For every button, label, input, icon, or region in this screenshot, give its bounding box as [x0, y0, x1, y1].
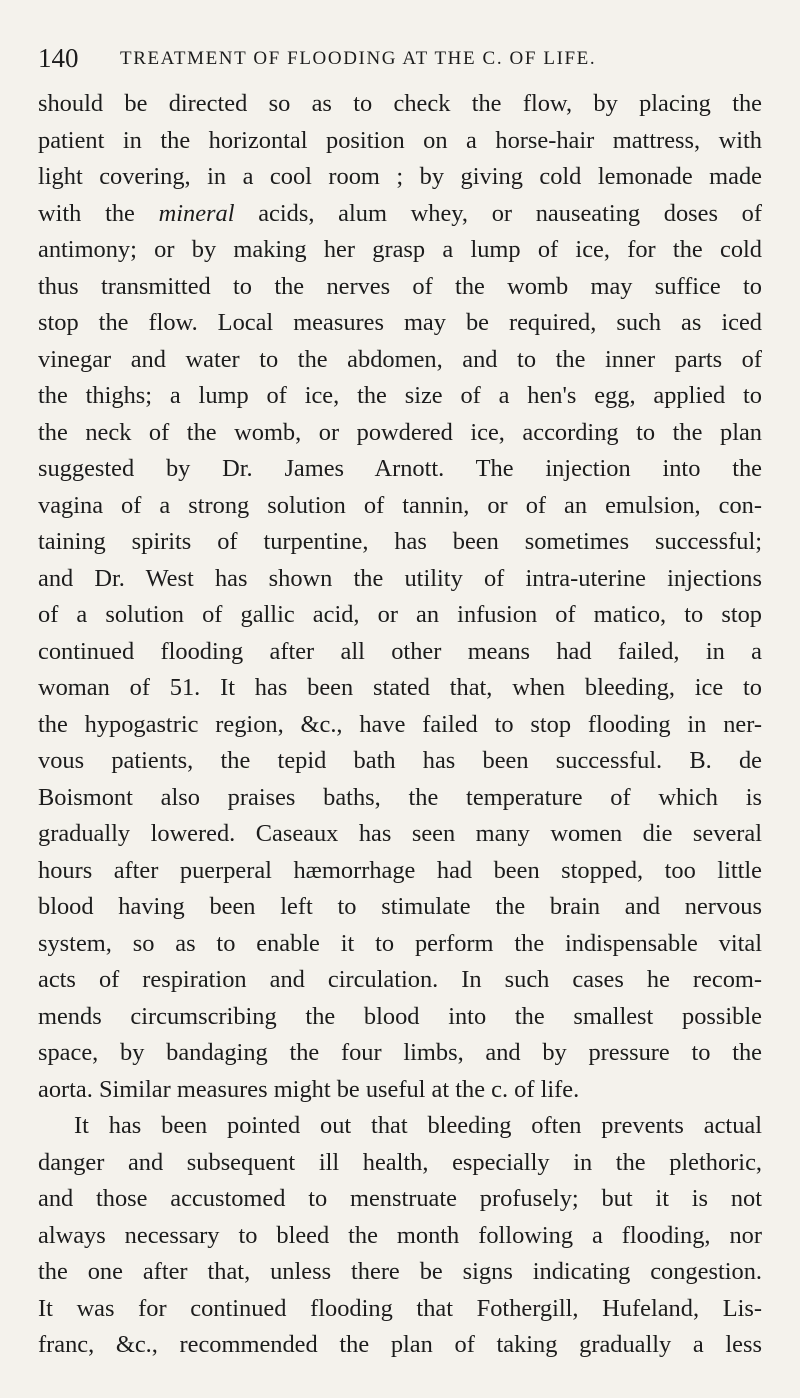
running-header [38, 38, 762, 78]
paragraph [38, 1108, 762, 1364]
text-line: light covering, in a cool room ; by giving cold lemonade made [38, 163, 762, 190]
text-line: of a solution of gallic acid, or an infusion of matico, to stop [38, 601, 762, 628]
text-line: system, so as to enable it to perform the indispensable vital [38, 929, 762, 957]
text-line: and those accustomed to menstruate profusely; but it is not [38, 1185, 762, 1212]
text-line: taining spirits of turpentine, has been sometimes successful; [38, 528, 762, 555]
text-fragment: acids, alum whey, or nauseating doses of [234, 199, 762, 227]
text-line: suggested by Dr. James Arnott. The injection into the [38, 455, 762, 482]
text-line: mends circumscribing the blood into the smallest possible [38, 1002, 762, 1030]
text-line: aorta. Similar measures might be useful at the c. of life. [38, 1075, 580, 1103]
text-line: always necessary to bleed the month following a flooding, nor [38, 1221, 762, 1249]
body-text [38, 86, 762, 1364]
text-line: Boismont also praises baths, the temperature of which is [38, 783, 762, 811]
text-line: hours after puerperal hæmorrhage had been stopped, too little [38, 856, 762, 884]
paragraph [38, 86, 762, 1108]
text-line: gradually lowered. Caseaux has seen many women die several [38, 820, 762, 847]
text-line: blood having been left to stimulate the brain and nervous [38, 893, 762, 920]
text-line: danger and subsequent ill health, especially in the plethoric, [38, 1148, 762, 1176]
text-line: It was for continued flooding that Fothergill, Hufeland, Lis- [38, 1294, 762, 1322]
italic-word: mineral [158, 199, 235, 227]
text-line: vinegar and water to the abdomen, and to the inner parts of [38, 345, 762, 373]
text-line: the one after that, unless there be signs indicating congestion. [38, 1258, 762, 1285]
text-line: thus transmitted to the nerves of the womb may suffice to [38, 272, 762, 300]
text-line: the neck of the womb, or powdered ice, according to the plan [38, 418, 762, 446]
text-line: and Dr. West has shown the utility of intra-uterine injections [38, 564, 762, 592]
running-title: TREATMENT OF FLOODING AT THE C. OF LIFE. [120, 48, 597, 69]
text-line: woman of 51. It has been stated that, when bleeding, ice to [38, 674, 762, 701]
text-line: vous patients, the tepid bath has been successful. B. de [38, 747, 762, 774]
text-line: acts of respiration and circulation. In such cases he recom- [38, 966, 762, 993]
text-line: the hypogastric region, &c., have failed to stop flooding in ner- [38, 710, 762, 738]
text-line: continued flooding after all other means had failed, in a [38, 637, 762, 665]
text-line: It has been pointed out that bleeding often prevents actual [74, 1112, 762, 1139]
text-line: should be directed so as to check the flow, by placing the [38, 90, 762, 117]
text-line: the thighs; a lump of ice, the size of a hen's egg, applied to [38, 382, 762, 409]
text-line [38, 196, 762, 233]
text-line: patient in the horizontal position on a horse-hair mattress, with [38, 126, 762, 154]
text-line: vagina of a strong solution of tannin, or of an emulsion, con- [38, 491, 762, 519]
text-line: space, by bandaging the four limbs, and by pressure to the [38, 1039, 762, 1066]
text-line: stop the flow. Local measures may be required, such as iced [38, 309, 762, 336]
page-number: 140 [38, 43, 79, 73]
text-fragment: with the [38, 199, 159, 227]
text-line: antimony; or by making her grasp a lump of ice, for the cold [38, 236, 762, 263]
text-line: franc, &c., recommended the plan of taking gradually a less [38, 1331, 762, 1358]
